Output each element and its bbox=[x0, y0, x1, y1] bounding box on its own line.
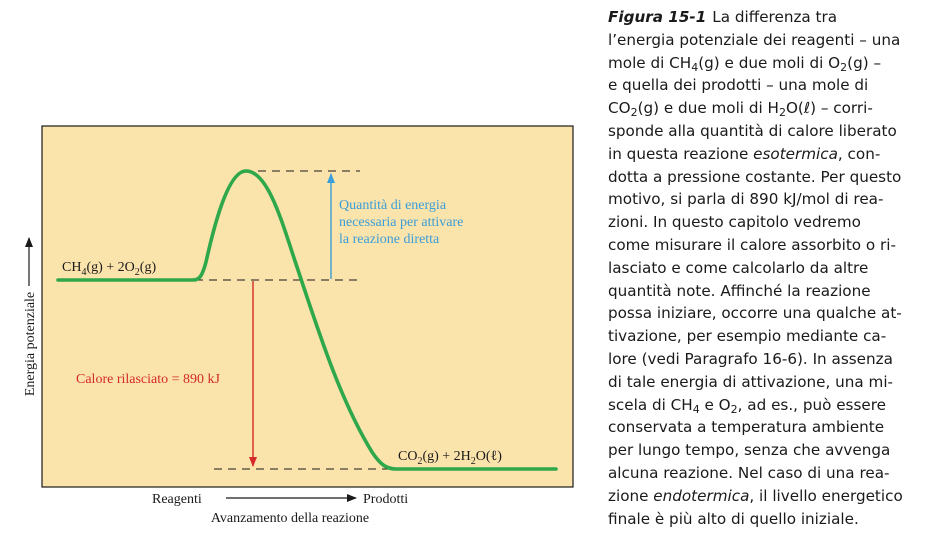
caption-line: motivo, si parla di 890 kJ/mol di rea- bbox=[608, 190, 884, 209]
activation-energy-text: Quantità di energia necessaria per attivare la reazione diretta bbox=[339, 198, 464, 247]
caption-line: in questa reazione esotermica, con- bbox=[608, 144, 881, 163]
caption-line: finale è più alto di quello iniziale. bbox=[608, 509, 859, 528]
caption-line: sponde alla quantità di calore liberato bbox=[608, 121, 897, 140]
caption-line: zione endotermica, il livello energetico bbox=[608, 486, 903, 505]
caption-line: tivazione, per esempio mediante ca- bbox=[608, 327, 887, 346]
figure-caption bbox=[608, 6, 946, 530]
caption-line: dotta a pressione costante. Per questo bbox=[608, 167, 902, 186]
caption-line: per lungo tempo, senza che avvenga bbox=[608, 441, 891, 460]
x-axis-label: Avanzamento della reazione bbox=[210, 511, 370, 526]
products-label: $CO_2(g)$ + $2H_2O(\ell)$ bbox=[398, 449, 502, 467]
caption-line: alcuna reazione. Nel caso di una rea- bbox=[608, 463, 890, 482]
caption-line: $CO_2(g)$ e due moli di $H_2O(\ell)$ – corri- bbox=[608, 99, 873, 120]
caption-line: mole di $CH_4(g)$ e due moli di $O_2(g)$ – bbox=[608, 53, 882, 74]
caption-line: come misurare il calore assorbito o ri- bbox=[608, 235, 896, 254]
caption-line: quantità note. Affinché la reazione bbox=[608, 281, 871, 300]
plot-panel bbox=[42, 126, 573, 487]
caption-line: Figura 15-1 La differenza tra bbox=[608, 8, 838, 26]
x-start-label: Reagenti bbox=[152, 492, 202, 507]
caption-line: lore (vedi Paragrafo 16-6). In assenza bbox=[608, 349, 893, 368]
caption-line: lasciato e come calcolarlo da altre bbox=[608, 258, 869, 277]
caption-line: di tale energia di attivazione, una mi- bbox=[608, 372, 894, 391]
caption-line: conservata a temperatura ambiente bbox=[608, 418, 885, 437]
caption-line: e quella dei prodotti – una mole di bbox=[608, 76, 869, 95]
caption-line: l’energia potenziale dei reagenti – una bbox=[608, 30, 901, 49]
y-axis-label: Energia potenziale bbox=[23, 291, 38, 397]
heat-released-text: Calore rilasciato = 890 kJ bbox=[76, 372, 220, 387]
x-end-label: Prodotti bbox=[363, 492, 409, 507]
caption-line: possa iniziare, occorre una qualche at- bbox=[608, 304, 902, 323]
caption-line: zioni. In questo capitolo vedremo bbox=[608, 213, 861, 232]
figure-number-label: Figura 15-1 bbox=[608, 8, 707, 26]
reactants-label: $CH_4(g) + 2O_2(g)$ bbox=[62, 260, 157, 278]
caption-line: scela di $CH_4$ e $O_2$, ad es., può essere bbox=[608, 395, 886, 416]
